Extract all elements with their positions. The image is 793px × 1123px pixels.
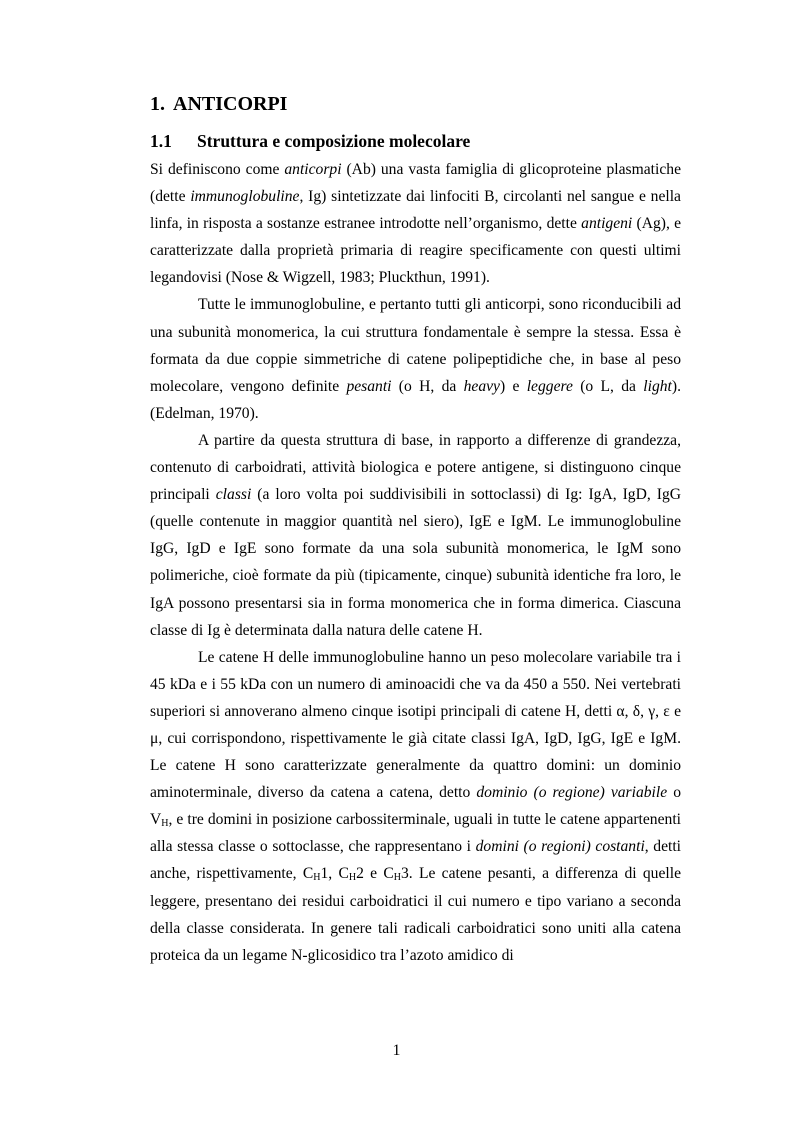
section-number: 1.1	[150, 131, 172, 151]
chapter-title: ANTICORPI	[173, 93, 288, 115]
text-run: 2 e C	[356, 865, 394, 883]
italic-term: antigeni	[581, 215, 633, 233]
text-run: , detti anche, rispettivamente, C	[150, 838, 681, 883]
paragraph-3	[150, 427, 681, 644]
text-run: Tutte le immunoglobuline, e pertanto tutti gli anticorpi, sono riconducibili ad una subunità monomerica, la cui struttura fondamentale è sempre la stessa. Essa è formata da due coppie simmetriche di catene polipeptidiche che, in base al peso molecolare, vengono definite	[150, 296, 681, 395]
italic-term: immunoglobuline	[190, 188, 300, 206]
italic-term: dominio (o regione) variabile	[476, 784, 668, 802]
text-run: , Ig) sintetizzate dai linfociti B, circolanti nel sangue e nella linfa, in risposta a sostanze estranee introdotte nell’organismo, dette	[150, 188, 681, 233]
text-run: (Ab) una vasta famiglia di glicoproteine plasmatiche (dette	[150, 161, 681, 206]
text-run: A partire da questa struttura di base, in rapporto a differenze di grandezza, contenuto di carboidrati, attività biologica e potere antigene, si distinguono cinque principali	[150, 431, 681, 504]
subscript: H	[161, 818, 169, 830]
subscript: H	[348, 872, 357, 884]
italic-term: light	[643, 377, 672, 395]
text-run: , e tre domini in posizione carbossiterminale, uguali in tutte le catene appartenenti alla stessa classe o sottoclasse, che rappresentano i	[150, 811, 681, 856]
text-run: (Ag), e caratterizzate dalla proprietà primaria di reagire specificamente con questi ultimi legandovisi (Nose & Wigzell, 1983; Pluckthun, 1991).	[150, 215, 682, 287]
paragraph-1	[150, 156, 681, 291]
text-run: (a loro volta poi suddivisibili in sottoclassi) di Ig: IgA, IgD, IgG (quelle contenute in maggior quantità nel siero), IgE e IgM. Le immunoglobuline IgG, IgD e IgE sono formate da una sola subunità monomerica, le IgM sono polimeriche, cioè formate da più (tipicamente, cinque) subunità identiche fra loro, le IgA possono presentarsi sia in forma monomerica che in forma dimerica. Ciascuna classe di Ig è determinata dalla natura delle catene H.	[150, 486, 681, 639]
italic-term: classi	[215, 486, 252, 504]
italic-term: leggere	[526, 377, 573, 395]
text-run: 1, C	[320, 865, 349, 883]
subscript: H	[313, 872, 321, 884]
paragraph-2	[150, 291, 681, 426]
italic-term: pesanti	[346, 377, 392, 395]
section-title: Struttura e composizione molecolare	[197, 131, 471, 151]
text-run: Le catene H delle immunoglobuline hanno un peso molecolare variabile tra i 45 kDa e i 55 kDa con un numero di aminoacidi che va da 450 a 550. Nei vertebrati superiori si annoverano almeno cinque isotipi principali di catene H, detti α, δ, γ, ε e μ, cui corrispondono, rispettivamente le già citate classi IgA, IgD, IgG, IgE e IgM. Le catene H sono caratterizzate generalmente da quattro domini: un dominio aminoterminale, diverso da catena a catena, detto	[150, 648, 681, 802]
text-run: Si definiscono come	[150, 161, 285, 178]
chapter-heading	[150, 92, 681, 116]
italic-term: domini (o regioni) costanti	[475, 838, 645, 856]
page-body	[150, 92, 681, 969]
text-run: ). (Edelman, 1970).	[150, 377, 681, 422]
italic-term: anticorpi	[284, 161, 342, 178]
text-run: ) e	[499, 377, 527, 395]
text-run: (o H, da	[391, 377, 464, 395]
chapter-number: 1.	[150, 93, 165, 115]
text-run: o V	[150, 784, 681, 829]
section-heading	[150, 129, 681, 153]
paragraph-4	[150, 644, 681, 969]
italic-term: heavy	[463, 377, 500, 395]
text-run: 3. Le catene pesanti, a differenza di quelle leggere, presentano dei residui carboidratici il cui numero e tipo variano a seconda della classe considerata. In genere tali radicali carboidratici sono uniti alla catena proteica da un legame N-glicosidico tra l’azoto amidico di	[150, 865, 681, 964]
subscript: H	[393, 872, 401, 884]
text-run: (o L, da	[572, 377, 644, 395]
page-number: 1	[392, 1042, 401, 1059]
